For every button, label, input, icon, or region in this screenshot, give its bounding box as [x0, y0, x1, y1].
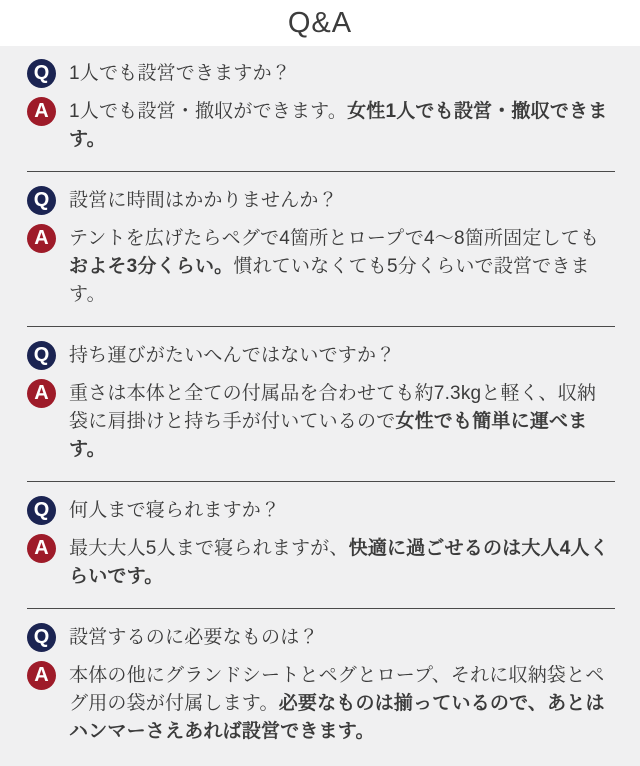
qa-section [27, 59, 615, 172]
question-text: 1人でも設営できますか？ [69, 63, 291, 84]
answer-text [69, 379, 615, 464]
answer-segment-bold: 必要なものは揃っているので、あとはハンマーさえあれば設営できます。 [69, 693, 605, 742]
q-icon: Q [27, 59, 56, 88]
a-icon: A [27, 661, 56, 690]
a-icon: A [27, 379, 56, 408]
answer-segment-bold: 女性1人でも設営・撤収できます。 [69, 101, 608, 150]
qa-content [0, 46, 640, 766]
a-icon: A [27, 224, 56, 253]
question-text: 設営に時間はかかりませんか？ [69, 190, 338, 211]
qa-section [27, 482, 615, 609]
answer-text [69, 224, 615, 309]
q-icon: Q [27, 623, 56, 652]
answer-segment-bold: 快適に過ごせるのは大人4人くらいです。 [69, 538, 609, 587]
qa-section [27, 327, 615, 482]
qa-section [27, 609, 615, 746]
answer-segment: テントを広げたらペグで4箇所とロープで4〜8箇所固定しても [69, 228, 600, 249]
question-text: 設営するのに必要なものは？ [69, 627, 319, 648]
page-header [0, 0, 640, 46]
q-icon: Q [27, 341, 56, 370]
question-row [27, 59, 615, 88]
question-row [27, 496, 615, 525]
answer-row [27, 97, 615, 154]
q-icon: Q [27, 186, 56, 215]
answer-segment: 重さは本体と全ての付属品を合わせても約7.3kgと軽く、収納袋に肩掛けと持ち手が付いているので [69, 383, 597, 432]
answer-row [27, 379, 615, 464]
answer-row [27, 224, 615, 309]
answer-text [69, 97, 615, 154]
question-row [27, 341, 615, 370]
q-icon: Q [27, 496, 56, 525]
answer-text [69, 534, 615, 591]
answer-row [27, 534, 615, 591]
a-icon: A [27, 97, 56, 126]
answer-segment-bold: およそ3分くらい。 [69, 256, 234, 277]
question-row [27, 623, 615, 652]
answer-segment: 最大大人5人まで寝られますが、 [69, 538, 349, 559]
answer-segment-bold: 女性でも簡単に運べます。 [69, 411, 588, 460]
answer-segment: 1人でも設営・撤収ができます。 [69, 101, 348, 122]
a-icon: A [27, 534, 56, 563]
question-text: 何人まで寝られますか？ [69, 500, 281, 521]
answer-text [69, 661, 615, 746]
answer-row [27, 661, 615, 746]
question-text: 持ち運びがたいへんではないですか？ [69, 345, 396, 366]
qa-section [27, 172, 615, 327]
question-row [27, 186, 615, 215]
answer-segment: 慣れていなくても5分くらいで設営できます。 [69, 256, 590, 305]
answer-segment: 本体の他にグランドシートとペグとロープ、それに収納袋とペグ用の袋が付属します。 [69, 665, 605, 714]
page-title: Q&A [287, 6, 353, 39]
